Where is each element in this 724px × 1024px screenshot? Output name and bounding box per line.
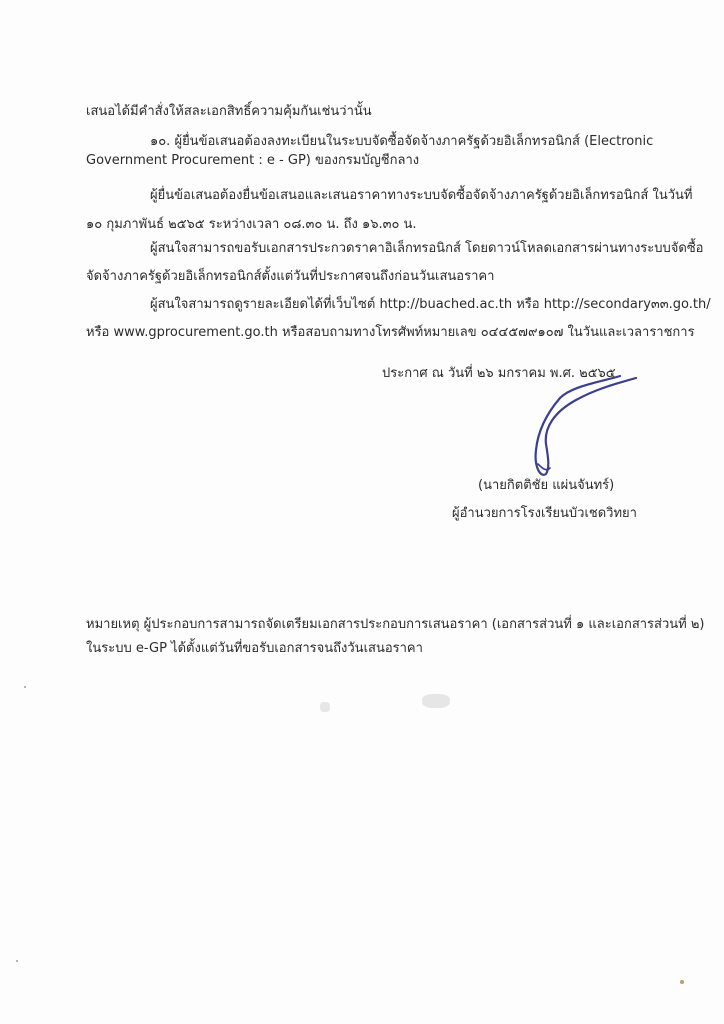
signer-name: (นายกิตติชัย แผ่นจันทร์) [478, 478, 615, 493]
documents-line-1: ผู้สนใจสามารถขอรับเอกสารประกวดราคาอิเล็กทรอนิกส์ โดยดาวน์โหลดเอกสารผ่านทางระบบจัดซื้อ [150, 241, 704, 256]
website-line-1: ผู้สนใจสามารถดูรายละเอียดได้ที่เว็บไซต์ http://buached.ac.th หรือ http://secondary๓๓.go.th/ [150, 297, 711, 312]
scan-dust [680, 980, 684, 984]
faint-stamp-mark [422, 694, 450, 708]
submission-line-1: ผู้ยื่นข้อเสนอต้องยื่นข้อเสนอและเสนอราคาทางระบบจัดซื้อจัดจ้างภาครัฐด้วยอิเล็กทรอนิกส์ ในวันที่ [150, 188, 693, 203]
clause-10-line-2: Government Procurement : e - GP) ของกรมบัญชีกลาง [86, 153, 420, 168]
documents-line-2: จัดจ้างภาครัฐด้วยอิเล็กทรอนิกส์ตั้งแต่วันที่ประกาศจนถึงก่อนวันเสนอราคา [86, 269, 495, 284]
website-line-2: หรือ www.gprocurement.go.th หรือสอบถามทางโทรศัพท์หมายเลข ๐๔๔๕๗๙๑๐๗ ในวันและเวลาราชการ [86, 325, 695, 340]
signer-title: ผู้อำนวยการโรงเรียนบัวเชดวิทยา [452, 506, 637, 521]
note-line-1: หมายเหตุ ผู้ประกอบการสามารถจัดเตรียมเอกสารประกอบการเสนอราคา (เอกสารส่วนที่ ๑ และเอกสารส่วนที่ ๒) [86, 617, 705, 632]
text-line-1: เสนอได้มีคำสั่งให้สละเอกสิทธิ์ความคุ้มกันเช่นว่านั้น [86, 104, 372, 119]
scan-dust [24, 686, 26, 688]
faint-speck [320, 702, 330, 712]
clause-10-line-1: ๑๐. ผู้ยื่นข้อเสนอต้องลงทะเบียนในระบบจัดซื้อจัดจ้างภาครัฐด้วยอิเล็กทรอนิกส์ (Electronic [150, 134, 654, 149]
scan-dust [16, 960, 18, 962]
signature-mark [520, 368, 650, 488]
submission-line-2: ๑๐ กุมภาพันธ์ ๒๕๖๕ ระหว่างเวลา ๐๘.๓๐ น. ถึง ๑๖.๓๐ น. [86, 217, 417, 232]
note-line-2: ในระบบ e-GP ได้ตั้งแต่วันที่ขอรับเอกสารจนถึงวันเสนอราคา [86, 641, 423, 656]
announcement-date: ประกาศ ณ วันที่ ๒๖ มกราคม พ.ศ. ๒๕๖๕ [382, 366, 616, 381]
